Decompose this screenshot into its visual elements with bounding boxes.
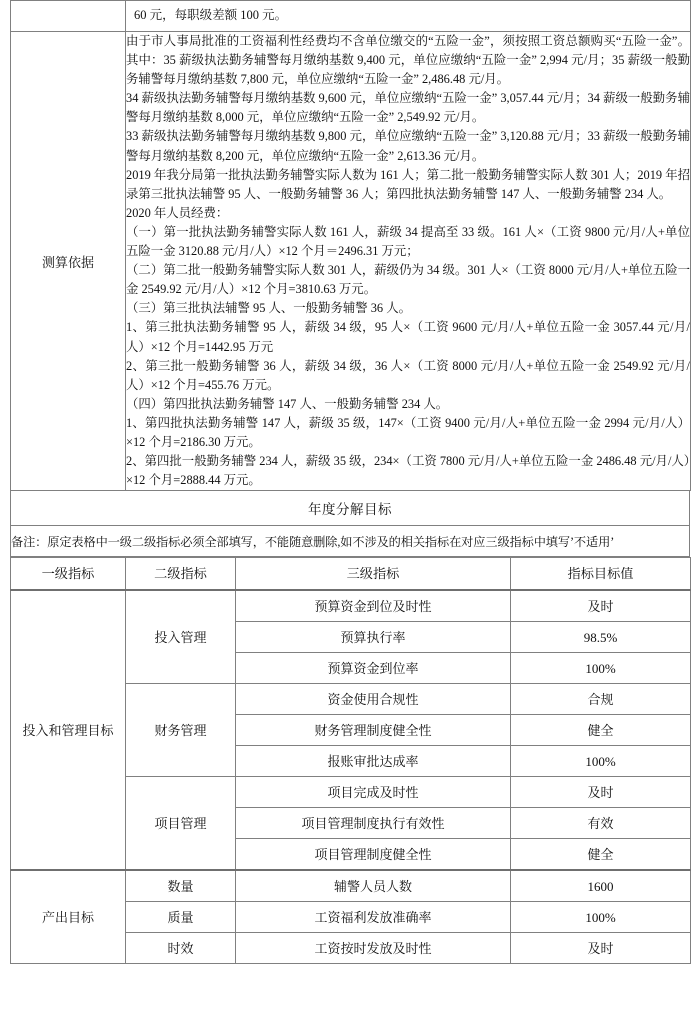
narrative-paragraph: 1、第四批执法勤务辅警 147 人，薪级 35 级，147×（工资 9400 元/月/人+单位五险一金 2994 元/月/人）×12 个月=2186.30 万元。: [126, 415, 690, 449]
level2-cell: 时效: [126, 933, 236, 964]
level3-cell: 辅警人员人数: [236, 870, 511, 902]
narrative-paragraph: 由于市人事局批准的工资福利性经费均不含单位缴交的“五险一金”，须按照工资总额购买“五险一金”。其中：35 薪级执法勤务辅警每月缴纳基数 9,400 元，单位应缴纳“五险一金” 2,994 元/月；35 薪级一般勤务辅警每月缴纳基数 7,800 元，单位应缴纳“五险一金” 2,486.48 元/月。: [126, 34, 690, 87]
calculation-basis-body: [126, 32, 691, 491]
target-value-cell: 合规: [511, 684, 691, 715]
level3-cell: 工资福利发放准确率: [236, 902, 511, 933]
target-value-cell: 健全: [511, 839, 691, 871]
target-value-cell: 1600: [511, 870, 691, 902]
narrative-paragraph: 33 薪级执法勤务辅警每月缴纳基数 9,800 元，单位应缴纳“五险一金” 3,120.88 元/月；33 薪级一般勤务辅警每月缴纳基数 8,200 元，单位应缴纳“五险一金” 2,613.36 元/月。: [126, 129, 690, 163]
target-value-cell: 有效: [511, 808, 691, 839]
level2-cell: 投入管理: [126, 590, 236, 684]
level1-cell: 投入和管理目标: [11, 590, 126, 870]
target-value-cell: 及时: [511, 590, 691, 622]
level2-cell: 财务管理: [126, 684, 236, 777]
level3-cell: 预算资金到位及时性: [236, 590, 511, 622]
level2-cell: 质量: [126, 902, 236, 933]
continued-label-cell: [11, 1, 126, 32]
narrative-paragraph: 2、第四批一般勤务辅警 234 人，薪级 35 级，234×（工资 7800 元/月/人+单位五险一金 2486.48 元/月/人）×12 个月=2888.44 万元。: [126, 454, 690, 488]
narrative-paragraph: 2、第三批一般勤务辅警 36 人，薪级 34 级，36 人×（工资 8000 元/月/人+单位五险一金 2549.92 元/月/人）×12 个月=455.76 万元。: [126, 358, 690, 392]
remark-table: [10, 525, 690, 557]
table-row: [11, 870, 691, 902]
narrative-paragraph: （一）第一批执法勤务辅警实际人数 161 人，薪级 34 提高至 33 级。161 人×（工资 9800 元/月/人+单位五险一金 3120.88 元/月/人）×12 个月＝2496.31 万元；: [126, 224, 690, 259]
target-value-cell: 100%: [511, 653, 691, 684]
level3-cell: 财务管理制度健全性: [236, 715, 511, 746]
header-level1: 一级指标: [11, 558, 126, 591]
level3-cell: 项目完成及时性: [236, 777, 511, 808]
annual-target-banner: 年度分解目标: [11, 491, 690, 526]
level3-cell: 预算资金到位率: [236, 653, 511, 684]
annual-target-banner-row: [11, 491, 690, 526]
table-row: [11, 590, 691, 622]
calculation-basis-row: [11, 32, 691, 491]
narrative-paragraph: （四）第四批执法勤务辅警 147 人、一般勤务辅警 234 人。: [126, 396, 449, 411]
target-value-cell: 健全: [511, 715, 691, 746]
target-value-cell: 100%: [511, 746, 691, 777]
annual-target-banner-table: [10, 490, 690, 526]
narrative-paragraph: （二）第二批一般勤务辅警实际人数 301 人，薪级仍为 34 级。301 人×（工资 8000 元/月/人+单位五险一金 2549.92 元/月/人）×12 个月=3810.63 万元。: [126, 263, 690, 297]
level3-cell: 项目管理制度执行有效性: [236, 808, 511, 839]
level3-cell: 预算执行率: [236, 622, 511, 653]
target-value-cell: 98.5%: [511, 622, 691, 653]
remark-row: [11, 526, 690, 557]
indicator-header-row: [11, 558, 691, 591]
header-level3: 三级指标: [236, 558, 511, 591]
header-target-value: 指标目标值: [511, 558, 691, 591]
level2-cell: 数量: [126, 870, 236, 902]
calculation-basis-table: [10, 0, 691, 491]
narrative-paragraph: （三）第三批执法辅警 95 人、一般勤务辅警 36 人。: [126, 301, 411, 316]
narrative-paragraph: 2019 年我分局第一批执法勤务辅警实际人数为 161 人；第二批一般勤务辅警实际人数 301 人；2019 年招录第三批执法辅警 95 人、一般勤务辅警 36 人；第四批执法勤务辅警 147 人、一般勤务辅警 234 人。: [126, 167, 690, 201]
target-value-cell: 及时: [511, 933, 691, 964]
level2-cell: 项目管理: [126, 777, 236, 871]
level3-cell: 项目管理制度健全性: [236, 839, 511, 871]
indicator-table: [10, 557, 691, 964]
calculation-basis-label: 测算依据: [11, 32, 126, 491]
level3-cell: 工资按时发放及时性: [236, 933, 511, 964]
continued-text-cell: 60 元，每职级差额 100 元。: [126, 1, 691, 32]
level1-cell: 产出目标: [11, 870, 126, 964]
level3-cell: 资金使用合规性: [236, 684, 511, 715]
narrative-paragraph: 34 薪级执法勤务辅警每月缴纳基数 9,600 元，单位应缴纳“五险一金” 3,057.44 元/月；34 薪级一般勤务辅警每月缴纳基数 8,000 元，单位应缴纳“五险一金” 2,549.92 元/月。: [126, 91, 690, 125]
continued-text-row: [11, 1, 691, 32]
target-value-cell: 及时: [511, 777, 691, 808]
narrative-paragraph: 2020 年人员经费：: [126, 205, 229, 220]
level3-cell: 报账审批达成率: [236, 746, 511, 777]
header-level2: 二级指标: [126, 558, 236, 591]
target-value-cell: 100%: [511, 902, 691, 933]
narrative-paragraph: 1、第三批执法勤务辅警 95 人，薪级 34 级，95 人×（工资 9600 元/月/人+单位五险一金 3057.44 元/月/人）×12 个月=1442.95 万元: [126, 320, 690, 354]
remark-text: 备注：原定表格中一级二级指标必须全部填写，不能随意删除,如不涉及的相关指标在对应三级指标中填写’不适用’: [11, 526, 690, 557]
